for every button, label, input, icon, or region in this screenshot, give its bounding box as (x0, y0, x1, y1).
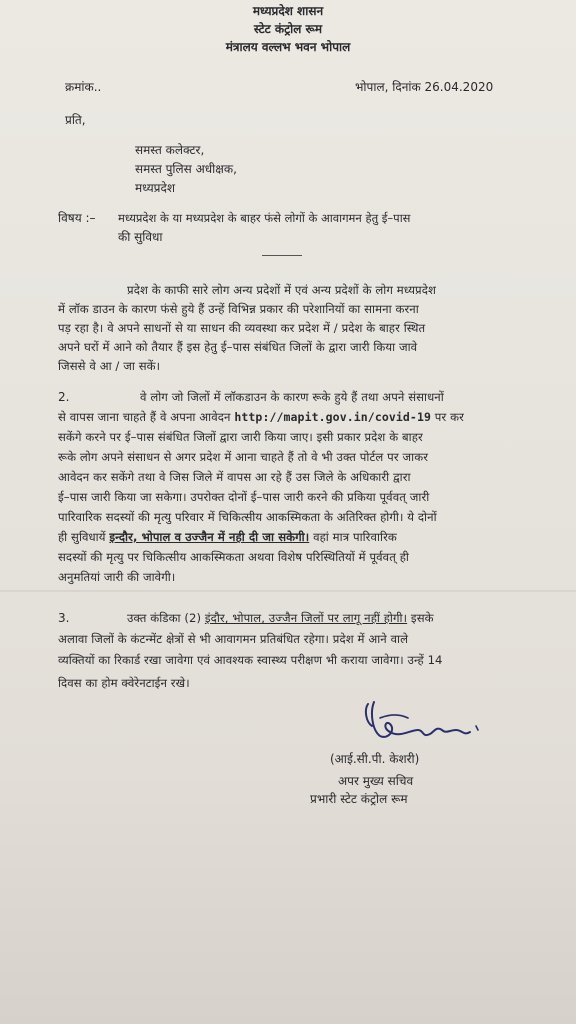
subject-label: विषय :– (58, 211, 96, 225)
addressee-line: समस्त पुलिस अधीक्षक, (135, 162, 237, 176)
subject-text: मध्यप्रदेश के या मध्यप्रदेश के बाहर फंसे लोगों के आवागमन हेतु ई–पास (118, 211, 411, 225)
header-government: मध्यप्रदेश शासन (252, 4, 324, 18)
para1-line: प्रदेश के काफी सारे लोग अन्य प्रदेशों में एवं अन्य प्रदेशों के लोग मध्यप्रदेश (127, 283, 436, 297)
para2-line: वे लोग जो जिलों में लॉकडाउन के कारण रूके हुये हैं तथा अपने संसाधनों (140, 390, 444, 404)
addressee-line: मध्यप्रदेश (135, 181, 176, 195)
para2-line: ई–पास जारी किया जा सकेगा। उपरोक्त दोनों ई–पास जारी करने की प्रकिया पूर्ववत् जारी (58, 490, 430, 504)
para2-line: अनुमतियां जारी की जावेगी। (58, 570, 176, 584)
signature-image (360, 700, 485, 755)
prati-label: प्रति, (65, 113, 86, 127)
paper-fold (0, 590, 576, 592)
place-date: भोपाल, दिनांक 26.04.2020 (355, 80, 494, 94)
para3-line: व्यक्तियों का रिकार्ड रखा जावेगा एवं आवश्यक स्वास्थ्य परीक्षण भी कराया जावेगा। उन्हें 14 (58, 653, 443, 667)
para1-line: में लॉक डाउन के कारण फंसे हुये हैं उन्हें विभिन्न प्रकार की परेशानियों का सामना करना (58, 302, 419, 316)
header-address: मंत्रालय वल्लभ भवन भोपाल (225, 40, 351, 54)
para3-line: अलावा जिलों के कंटन्मेंट क्षेत्रों से भी आवागमन प्रतिबंधित रहेगा। प्रदेश में आने वाले (58, 632, 409, 646)
header-control-room: स्टेट कंट्रोल रूम (253, 22, 323, 36)
restricted-cities: इन्दौर, भोपाल व उज्जैन में नही दी जा सकेगी। (109, 530, 310, 544)
signatory-designation: अपर मुख्य सचिव (338, 774, 414, 788)
para1-line: पड़ रहा है। वे अपने साधनों से या साधन की व्यवस्था कर प्रदेश में / प्रदेश के बाहर स्थित (58, 321, 426, 335)
subject-divider (262, 255, 302, 256)
subject-text-cont: की सुविधा (118, 230, 163, 244)
addressee-line: समस्त कलेक्टर, (135, 143, 205, 157)
para2-line: पारिवारिक सदस्यों की मृत्यु परिवार में चिकित्सीय आकस्मिकता के अतिरिक्त होगी। ये दोनों (58, 510, 437, 524)
para3-line: दिवस का होम क्वेरेनटाईन रखे। (58, 676, 190, 690)
para3-line: उक्त कंडिका (2) इंदौर, भोपाल, उज्जैन जिलों पर लागू नहीं होगी। इसके (127, 611, 434, 625)
covid-portal-link[interactable]: http://mapit.gov.in/covid-19 (234, 410, 432, 424)
para2-line: आवेदन कर सकेंगे तथा वे जिस जिले में वापस आ रहे हैं उस जिले के अधिकारी द्वारा (58, 470, 411, 484)
para2-line: ही सुविधायें इन्दौर, भोपाल व उज्जैन में नही दी जा सकेगी। वहां मात्र पारिवारिक (58, 530, 397, 544)
exempt-districts: इंदौर, भोपाल, उज्जैन जिलों पर लागू नहीं होगी। (204, 611, 408, 625)
para2-line: से वापस जाना चाहते हैं वे अपना आवेदन http://mapit.gov.in/covid-19 पर कर (58, 410, 464, 424)
reference-number: क्रमांक.. (65, 80, 102, 94)
para1-line: अपने घरों में आने को तैयार हैं इस हेतु ई–पास संबंधित जिलों के द्वारा जारी किया जावे (58, 340, 418, 354)
signatory-name: (आई.सी.पी. केशरी) (330, 752, 420, 766)
signatory-designation: प्रभारी स्टेट कंट्रोल रूम (310, 792, 408, 806)
para2-number: 2. (58, 390, 70, 404)
para2-line: सदस्यों की मृत्यु पर चिकित्सीय आकस्मिकता अथवा विशेष परिस्थितियों में पूर्ववत् ही (58, 550, 409, 564)
para2-line: सकेंगे करने पर ई–पास संबंधित जिलों द्वारा जारी किया जाए। इसी प्रकार प्रदेश के बाहर (58, 430, 423, 444)
para1-line: जिससे वे आ / जा सकें। (58, 359, 161, 373)
para2-line: रूके लोग अपने संसाधन से अगर प्रदेश में आना चाहते हैं तो वे भी उक्त पोर्टल पर जाकर (58, 450, 429, 464)
para3-number: 3. (58, 611, 70, 625)
